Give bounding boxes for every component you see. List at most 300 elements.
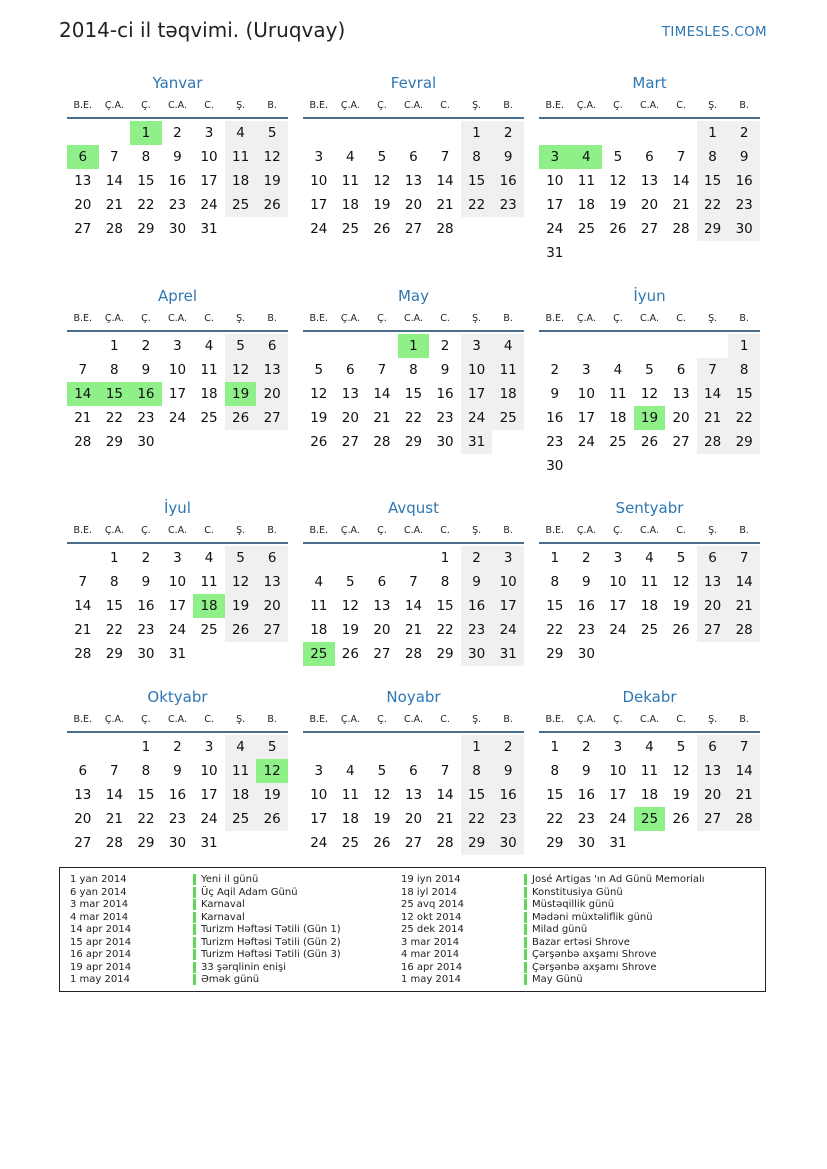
day-cell: 19 — [672, 787, 690, 803]
day-cell: 27 — [697, 807, 729, 831]
holiday-date: 19 iyn 2014 — [401, 874, 461, 885]
day-cell: 2 — [582, 739, 591, 755]
day-cell: 6 — [256, 334, 288, 358]
weekday-label: Ç. — [377, 313, 387, 324]
empty-cell — [398, 735, 430, 759]
day-cell: 17 — [200, 173, 218, 189]
day-cell: 14 — [436, 173, 454, 189]
day-cell: 14 — [672, 173, 690, 189]
weekday-label: Ç. — [141, 714, 151, 725]
day-cell: 11 — [200, 362, 218, 378]
day-cell: 31 — [200, 835, 218, 851]
empty-cell — [665, 334, 697, 358]
day-cell: 13 — [341, 386, 359, 402]
day-cell: 4 — [204, 338, 214, 354]
day-cell: 20 — [256, 382, 288, 406]
day-cell: 7 — [110, 763, 119, 779]
day-cell: 23 — [577, 811, 595, 827]
day-cell: 27 — [256, 618, 288, 642]
weekday-divider — [539, 731, 760, 733]
empty-cell — [728, 642, 760, 666]
month-2 — [303, 72, 524, 241]
day-cell: 2 — [728, 121, 760, 145]
empty-cell — [571, 454, 603, 478]
empty-cell — [335, 334, 367, 358]
day-cell: 6 — [78, 763, 88, 779]
weekday-label: B. — [267, 525, 277, 536]
weekday-label: Ç.A. — [104, 100, 124, 111]
day-cell: 13 — [672, 386, 690, 402]
day-cell: 30 — [137, 434, 155, 450]
day-cell: 10 — [200, 149, 218, 165]
day-cell: 18 — [640, 787, 659, 803]
day-cell: 26 — [225, 618, 257, 642]
day-cell: 2 — [582, 550, 591, 566]
day-cell: 22 — [461, 807, 493, 831]
empty-cell — [429, 735, 461, 759]
day-cell: 26 — [672, 811, 690, 827]
day-cell: 22 — [546, 622, 564, 638]
empty-cell — [303, 735, 335, 759]
holiday-list-column-1 — [70, 874, 341, 987]
holiday-date: 12 okt 2014 — [401, 911, 462, 923]
holiday-entry — [401, 937, 705, 950]
day-cell: 1 — [440, 550, 450, 566]
day-cell: 25 — [341, 835, 359, 851]
day-cell: 21 — [697, 406, 729, 430]
empty-cell — [602, 121, 634, 145]
empty-cell — [492, 217, 524, 241]
empty-cell — [571, 121, 603, 145]
brand-link[interactable]: TIMESLES.COM — [661, 24, 767, 40]
day-cell: 1 — [110, 338, 119, 354]
day-cell: 2 — [173, 739, 182, 755]
holiday-date: 18 iyl 2014 — [401, 886, 458, 898]
day-cell: 12 — [256, 145, 288, 169]
month-3 — [539, 72, 760, 265]
holiday-day-cell: 19 — [225, 382, 257, 406]
month-name: Dekabr — [622, 688, 677, 706]
day-cell: 23 — [577, 622, 595, 638]
empty-cell — [602, 334, 634, 358]
holiday-entry — [70, 949, 341, 962]
month-1 — [67, 72, 288, 241]
holiday-entry — [70, 937, 341, 950]
day-cell: 23 — [436, 410, 454, 426]
day-cell: 7 — [78, 362, 88, 378]
day-cell: 19 — [225, 594, 257, 618]
day-grid — [539, 735, 760, 855]
day-cell: 11 — [609, 386, 627, 402]
day-cell: 15 — [105, 598, 123, 614]
month-name: Fevral — [390, 74, 437, 92]
day-cell: 22 — [137, 197, 155, 213]
empty-cell — [602, 241, 634, 265]
month-11 — [303, 686, 524, 855]
day-cell: 8 — [141, 763, 151, 779]
day-cell: 15 — [404, 386, 423, 402]
day-cell: 31 — [492, 642, 524, 666]
day-cell: 30 — [546, 458, 564, 474]
day-cell: 1 — [141, 739, 151, 755]
empty-cell — [335, 546, 367, 570]
holiday-date: 14 apr 2014 — [70, 924, 132, 935]
weekday-label: Ş. — [236, 714, 246, 725]
day-cell: 3 — [461, 334, 493, 358]
day-cell: 15 — [137, 787, 155, 803]
day-cell: 12 — [341, 598, 359, 614]
day-cell: 23 — [492, 807, 524, 831]
empty-cell — [539, 334, 571, 358]
holiday-entry — [70, 974, 341, 987]
day-cell: 13 — [74, 173, 92, 189]
weekday-header — [539, 519, 760, 542]
day-cell: 6 — [697, 546, 729, 570]
day-cell: 16 — [577, 598, 595, 614]
day-cell: 14 — [697, 382, 729, 406]
day-grid — [539, 334, 760, 478]
day-cell: 9 — [492, 145, 524, 169]
holiday-name: Mədəni müxtəliflik günü — [524, 912, 653, 923]
weekday-label: Ç. — [613, 714, 623, 725]
holiday-entry — [70, 912, 341, 925]
day-cell: 16 — [577, 787, 595, 803]
empty-cell — [366, 735, 398, 759]
day-cell: 2 — [141, 338, 151, 354]
day-cell: 28 — [74, 646, 92, 662]
day-cell: 15 — [461, 169, 493, 193]
weekday-label: B. — [739, 525, 749, 536]
day-cell: 24 — [492, 618, 524, 642]
day-cell: 13 — [404, 787, 423, 803]
weekday-label: B.E. — [309, 525, 329, 536]
weekday-label: Ç. — [613, 525, 623, 536]
day-cell: 18 — [577, 197, 595, 213]
day-cell: 9 — [173, 149, 182, 165]
holiday-name: José Artigas 'ın Ad Günü Memorialı — [524, 874, 705, 885]
day-cell: 11 — [341, 173, 359, 189]
day-cell: 13 — [373, 598, 391, 614]
day-cell: 16 — [546, 410, 564, 426]
day-cell: 11 — [492, 358, 524, 382]
day-cell: 29 — [404, 434, 423, 450]
holiday-name: Karnaval — [193, 912, 245, 923]
day-cell: 18 — [225, 169, 257, 193]
day-cell: 3 — [204, 739, 214, 755]
day-cell: 27 — [256, 406, 288, 430]
holiday-entry — [401, 912, 705, 925]
empty-cell — [728, 454, 760, 478]
day-grid — [67, 546, 288, 666]
day-cell: 9 — [492, 759, 524, 783]
day-cell: 6 — [409, 763, 418, 779]
weekday-label: B.E. — [545, 100, 565, 111]
day-cell: 21 — [404, 622, 423, 638]
holiday-date: 3 mar 2014 — [401, 936, 460, 948]
day-cell: 26 — [256, 193, 288, 217]
day-cell: 24 — [168, 622, 187, 638]
day-cell: 18 — [341, 197, 359, 213]
day-cell: 1 — [550, 550, 560, 566]
day-cell: 4 — [645, 550, 654, 566]
day-grid — [303, 546, 524, 666]
day-cell: 10 — [546, 173, 564, 189]
day-grid — [539, 121, 760, 265]
weekday-label: B. — [739, 714, 749, 725]
weekday-label: Ş. — [708, 313, 718, 324]
day-cell: 5 — [346, 574, 355, 590]
weekday-label: B.E. — [545, 714, 565, 725]
day-cell: 27 — [74, 221, 92, 237]
holiday-name: Çərşənbə axşamı Shrove — [524, 962, 656, 973]
holiday-entry — [401, 949, 705, 962]
day-cell: 5 — [225, 546, 257, 570]
weekday-label: Ç. — [613, 313, 623, 324]
day-cell: 5 — [314, 362, 324, 378]
day-cell: 20 — [672, 410, 690, 426]
day-cell: 26 — [341, 646, 359, 662]
weekday-label: Ş. — [236, 100, 246, 111]
day-cell: 3 — [492, 546, 524, 570]
holiday-date: 19 apr 2014 — [70, 961, 132, 973]
day-cell: 23 — [492, 193, 524, 217]
day-cell: 28 — [728, 618, 760, 642]
holiday-date: 3 mar 2014 — [70, 899, 129, 910]
month-7 — [67, 497, 288, 666]
day-cell: 24 — [310, 835, 328, 851]
day-cell: 13 — [640, 173, 659, 189]
weekday-label: C.A. — [403, 100, 423, 111]
day-cell: 8 — [697, 145, 729, 169]
holiday-day-cell: 3 — [539, 145, 571, 169]
empty-cell — [193, 642, 225, 666]
empty-cell — [67, 735, 99, 759]
day-cell: 21 — [728, 783, 760, 807]
day-cell: 17 — [310, 197, 328, 213]
day-cell: 28 — [105, 221, 123, 237]
empty-cell — [99, 735, 131, 759]
day-cell: 25 — [492, 406, 524, 430]
weekday-header — [539, 708, 760, 731]
day-cell: 8 — [550, 763, 560, 779]
weekday-label: B.E. — [73, 525, 93, 536]
day-cell: 18 — [492, 382, 524, 406]
empty-cell — [303, 546, 335, 570]
day-cell: 6 — [645, 149, 654, 165]
day-cell: 7 — [377, 362, 387, 378]
day-cell: 16 — [137, 598, 155, 614]
day-cell: 11 — [640, 763, 659, 779]
day-cell: 22 — [461, 193, 493, 217]
empty-cell — [335, 121, 367, 145]
holiday-entry — [70, 899, 341, 912]
holiday-day-cell: 12 — [256, 759, 288, 783]
day-cell: 17 — [168, 598, 187, 614]
holiday-entry — [70, 924, 341, 937]
empty-cell — [225, 217, 257, 241]
day-cell: 18 — [310, 622, 328, 638]
day-cell: 26 — [310, 434, 328, 450]
day-cell: 10 — [310, 173, 328, 189]
weekday-label: C.A. — [167, 714, 187, 725]
holiday-name: Turizm Həftəsi Tətili (Gün 1) — [193, 924, 341, 935]
holiday-name: Əmək günü — [193, 974, 259, 985]
day-cell: 24 — [546, 221, 564, 237]
holiday-entry — [70, 874, 341, 887]
day-cell: 5 — [645, 362, 654, 378]
day-cell: 28 — [697, 430, 729, 454]
empty-cell — [728, 241, 760, 265]
day-cell: 28 — [436, 835, 454, 851]
day-cell: 1 — [461, 735, 493, 759]
day-cell: 29 — [436, 646, 454, 662]
holiday-day-cell: 1 — [130, 121, 162, 145]
day-cell: 29 — [137, 835, 155, 851]
empty-cell — [665, 454, 697, 478]
month-name: İyun — [633, 287, 666, 305]
holiday-date: 1 may 2014 — [70, 974, 130, 985]
day-cell: 21 — [436, 811, 454, 827]
weekday-label: B. — [503, 100, 513, 111]
empty-cell — [697, 454, 729, 478]
day-cell: 29 — [137, 221, 155, 237]
empty-cell — [665, 241, 697, 265]
day-cell: 10 — [310, 787, 328, 803]
weekday-label: C. — [676, 714, 686, 725]
day-cell: 3 — [173, 338, 182, 354]
weekday-label: B. — [503, 313, 513, 324]
day-cell: 3 — [314, 149, 324, 165]
holiday-name: Milad günü — [524, 924, 587, 935]
day-cell: 12 — [640, 386, 659, 402]
day-cell: 19 — [256, 783, 288, 807]
day-cell: 4 — [613, 362, 623, 378]
weekday-divider — [303, 542, 524, 544]
day-cell: 5 — [676, 550, 686, 566]
day-cell: 24 — [577, 434, 595, 450]
day-cell: 17 — [492, 594, 524, 618]
empty-cell — [634, 831, 666, 855]
day-cell: 21 — [728, 594, 760, 618]
day-cell: 12 — [225, 570, 257, 594]
holiday-date: 15 apr 2014 — [70, 936, 132, 948]
day-cell: 21 — [672, 197, 690, 213]
weekday-label: C.A. — [403, 714, 423, 725]
holiday-day-cell: 1 — [398, 334, 430, 358]
weekday-label: Ş. — [708, 100, 718, 111]
day-cell: 26 — [225, 406, 257, 430]
empty-cell — [634, 642, 666, 666]
day-cell: 25 — [225, 807, 257, 831]
day-cell: 23 — [137, 622, 155, 638]
empty-cell — [665, 121, 697, 145]
empty-cell — [571, 241, 603, 265]
holiday-list-column-2 — [401, 874, 705, 987]
weekday-label: Ç.A. — [340, 100, 360, 111]
weekday-label: B.E. — [309, 714, 329, 725]
day-cell: 13 — [697, 570, 729, 594]
day-cell: 24 — [168, 410, 187, 426]
empty-cell — [256, 430, 288, 454]
weekday-label: B.E. — [73, 313, 93, 324]
day-cell: 30 — [168, 221, 187, 237]
day-cell: 12 — [672, 763, 690, 779]
weekday-label: Ç.A. — [576, 714, 596, 725]
day-cell: 19 — [373, 811, 391, 827]
day-cell: 30 — [461, 642, 493, 666]
day-cell: 2 — [141, 550, 151, 566]
holiday-date: 4 mar 2014 — [401, 949, 460, 960]
day-cell: 13 — [697, 759, 729, 783]
day-cell: 5 — [256, 121, 288, 145]
day-cell: 11 — [341, 787, 359, 803]
day-cell: 6 — [676, 362, 686, 378]
day-cell: 25 — [341, 221, 359, 237]
weekday-label: C. — [204, 313, 214, 324]
empty-cell — [303, 334, 335, 358]
weekday-label: C.A. — [403, 525, 423, 536]
weekday-header — [67, 519, 288, 542]
weekday-label: Ş. — [708, 714, 718, 725]
day-cell: 11 — [200, 574, 218, 590]
weekday-label: Ç.A. — [104, 313, 124, 324]
day-cell: 3 — [173, 550, 182, 566]
holiday-date: 1 may 2014 — [401, 974, 461, 985]
day-cell: 17 — [461, 382, 493, 406]
month-8 — [303, 497, 524, 666]
empty-cell — [634, 334, 666, 358]
empty-cell — [67, 546, 99, 570]
day-cell: 16 — [461, 594, 493, 618]
day-cell: 28 — [105, 835, 123, 851]
empty-cell — [256, 217, 288, 241]
holiday-entry — [401, 899, 705, 912]
day-cell: 28 — [672, 221, 690, 237]
day-cell: 8 — [141, 149, 151, 165]
weekday-label: B. — [267, 100, 277, 111]
day-cell: 26 — [672, 622, 690, 638]
empty-cell — [398, 546, 430, 570]
weekday-divider — [303, 330, 524, 332]
holiday-date: 16 apr 2014 — [70, 949, 132, 960]
month-5 — [303, 285, 524, 454]
day-cell: 29 — [546, 835, 564, 851]
holiday-name: Konstitusiya Günü — [524, 887, 623, 898]
day-cell: 31 — [168, 646, 187, 662]
day-cell: 4 — [204, 550, 214, 566]
day-cell: 9 — [582, 763, 591, 779]
weekday-label: Ç.A. — [340, 714, 360, 725]
day-cell: 20 — [404, 811, 423, 827]
day-cell: 18 — [640, 598, 659, 614]
weekday-divider — [67, 117, 288, 119]
empty-cell — [634, 121, 666, 145]
day-cell: 9 — [728, 145, 760, 169]
day-cell: 30 — [492, 831, 524, 855]
holiday-date: 1 yan 2014 — [70, 874, 127, 885]
day-cell: 23 — [137, 410, 155, 426]
day-cell: 10 — [492, 570, 524, 594]
day-cell: 17 — [609, 598, 627, 614]
day-cell: 13 — [404, 173, 423, 189]
page-title: 2014-ci il təqvimi. (Uruqvay) — [59, 18, 346, 42]
day-cell: 8 — [550, 574, 560, 590]
month-4 — [67, 285, 288, 454]
weekday-label: C. — [204, 714, 214, 725]
day-cell: 12 — [609, 173, 627, 189]
holiday-name: 33 şərqlinin enişi — [193, 962, 286, 973]
day-cell: 26 — [373, 835, 391, 851]
